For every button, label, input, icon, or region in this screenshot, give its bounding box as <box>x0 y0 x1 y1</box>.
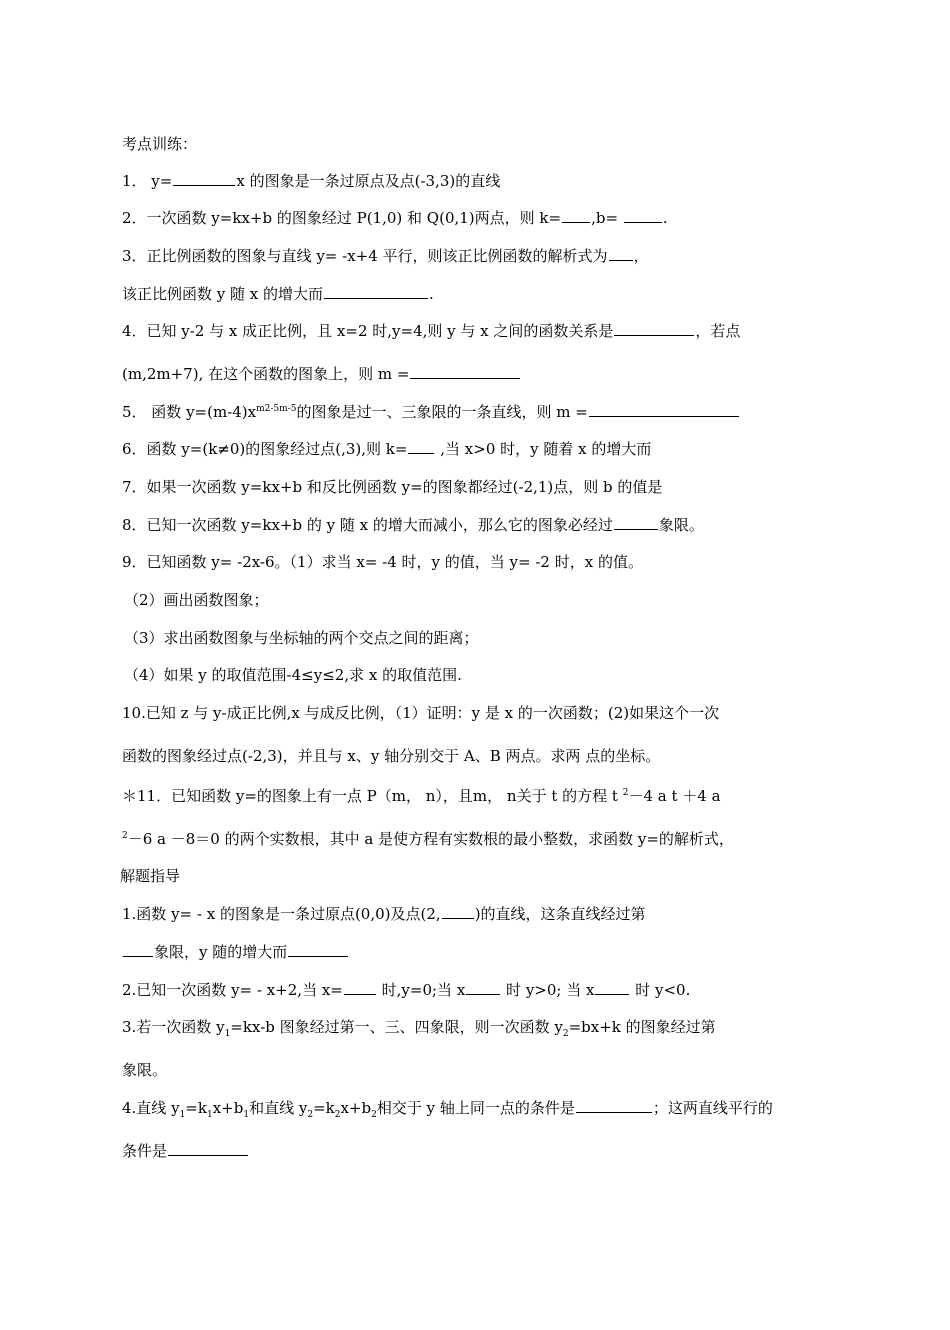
g3-text-a: 3.若一次函数 y <box>122 1018 225 1036</box>
question-2 <box>122 208 668 228</box>
guide-heading: 解题指导 <box>120 867 181 885</box>
q3-blank-2 <box>324 284 428 299</box>
question-6 <box>122 439 651 459</box>
question-5 <box>122 402 740 422</box>
q1-blank <box>173 171 235 186</box>
g3-sub-2: 2 <box>562 1029 569 1039</box>
g4-sub-2: 1 <box>206 1110 213 1120</box>
q5-text-b: 的图象是过一、三象限的一条直线，则 m = <box>296 403 588 421</box>
q5-text-a: 5． 函数 y=(m-4)x <box>122 403 257 421</box>
g2-blank-3 <box>595 980 629 995</box>
g2-blank-2 <box>466 980 500 995</box>
q8-blank <box>614 515 658 530</box>
q11-text-c: －6 a －8＝0 的两个实数根，其中 a 是使方程有实数根的最小整数，求函数 y=的解析式， <box>127 830 734 848</box>
q8-text-a: 8．已知一次函数 y=kx+b 的 y 随 x 的增大而减小，那么它的图象必经过 <box>122 516 613 534</box>
q5-blank <box>589 402 739 417</box>
q4-text-b: ，若点 <box>695 322 741 340</box>
g4-blank-1 <box>576 1098 652 1113</box>
g4-text-f: x+b <box>340 1099 372 1117</box>
section-heading: 考点训练： <box>122 135 198 153</box>
q4-blank-1 <box>614 321 694 336</box>
g2-text-d: 时 y<0. <box>630 981 691 999</box>
g4-text-b: =k <box>185 1099 207 1117</box>
guide-2 <box>122 980 690 1000</box>
q3-text-c: 该正比例函数 y 随 x 的增大而 <box>122 285 324 303</box>
guide-3-line-2: 象限。 <box>122 1061 168 1079</box>
g3-text-c: =bx+k 的图象经过第 <box>568 1018 716 1036</box>
g4-text-a: 4.直线 y <box>122 1099 180 1117</box>
question-10-line-2: 函数的图象经过点(-2,3)，并且与 x、y 轴分别交于 A、B 两点。求两 点的坐标。 <box>122 747 661 765</box>
question-9-line-2: （2）画出函数图象； <box>124 591 269 609</box>
question-9-line-1: 9．已知函数 y= -2x-6。（1）求当 x= -4 时，y 的值，当 y= -2 时，x 的值。 <box>122 553 643 571</box>
question-4-line-2 <box>122 364 521 384</box>
q5-exponent: m2-5m-5 <box>256 404 297 414</box>
g1-blank-1 <box>442 904 474 919</box>
question-11-line-2 <box>122 829 734 849</box>
q2-text-b: ,b= <box>591 209 623 227</box>
g1-text-a: 1.函数 y= - x 的图象是一条过原点(0,0)及点(2, <box>122 905 441 923</box>
g2-text-a: 2.已知一次函数 y= - x+2,当 x= <box>122 981 343 999</box>
q2-blank-k <box>562 208 590 223</box>
g3-sub-1: 1 <box>224 1029 231 1039</box>
q2-blank-b <box>624 208 662 223</box>
g4-sub-1: 1 <box>179 1110 186 1120</box>
g3-text-b: =kx-b 图象经过第一、三、四象限，则一次函数 y <box>230 1018 563 1036</box>
g4-sub-3: 1 <box>243 1110 250 1120</box>
q1-text-a: 1． y= <box>122 172 173 190</box>
guide-1-line-1 <box>122 904 646 924</box>
g4-text-h: ；这两直线平行的 <box>652 1099 773 1117</box>
q2-text-c: . <box>662 209 668 227</box>
q3-text-b: ， <box>633 247 649 265</box>
q4-blank-2 <box>410 364 520 379</box>
question-8 <box>122 515 704 535</box>
q3-blank-1 <box>609 246 633 261</box>
question-7: 7．如果一次函数 y=kx+b 和反比例函数 y=的图象都经过(-2,1)点，则 b 的值是 <box>122 478 663 496</box>
q1-text-b: x 的图象是一条过原点及点(-3,3)的直线 <box>236 172 501 190</box>
question-1 <box>122 171 500 191</box>
guide-4-line-1 <box>122 1098 773 1118</box>
q8-text-b: 象限。 <box>658 516 704 534</box>
g2-blank-1 <box>344 980 376 995</box>
q11-superscript-2: 2 <box>122 831 128 841</box>
g4-sub-5: 2 <box>334 1110 341 1120</box>
question-9-line-4: （4）如果 y 的取值范围-4≤y≤2,求 x 的取值范围. <box>124 666 462 684</box>
question-3-line-1 <box>122 246 649 266</box>
q11-superscript-1: 2 <box>622 788 629 798</box>
g4-text-d: 和直线 y <box>249 1099 308 1117</box>
question-4-line-1 <box>122 321 740 341</box>
g4-text-c: x+b <box>212 1099 244 1117</box>
g1-blank-2 <box>123 942 153 957</box>
g2-text-c: 时 y>0; 当 x <box>501 981 595 999</box>
g4-text-e: =k <box>313 1099 335 1117</box>
q4-text-a: 4．已知 y-2 与 x 成正比例，且 x=2 时,y=4,则 y 与 x 之间的函数关系是 <box>122 322 614 340</box>
g2-text-b: 时,y=0;当 x <box>376 981 466 999</box>
g4-text-i: 条件是 <box>122 1142 168 1160</box>
question-9-line-3: （3）求出函数图象与坐标轴的两个交点之间的距离； <box>124 629 479 647</box>
q4-text-c: (m,2m+7), 在这个函数的图象上，则 m = <box>122 365 410 383</box>
g4-blank-2 <box>168 1141 248 1156</box>
g1-blank-3 <box>288 942 348 957</box>
q11-text-b: －4 a t ＋4 a <box>628 787 721 805</box>
g1-text-c: 象限，y 随的增大而 <box>154 943 288 961</box>
q2-text-a: 2．一次函数 y=kx+b 的图象经过 P(1,0) 和 Q(0,1)两点，则 k= <box>122 209 562 227</box>
g1-text-b: )的直线，这条直线经过第 <box>474 905 646 923</box>
guide-3-line-1 <box>122 1017 716 1037</box>
q3-text-d: . <box>429 285 434 303</box>
question-3-line-2 <box>122 284 434 304</box>
q6-text-a: 6．函数 y=(k≠0)的图象经过点(,3),则 k= <box>122 440 408 458</box>
guide-4-line-2 <box>122 1141 249 1161</box>
q6-blank <box>408 439 434 454</box>
question-11-line-1 <box>122 786 721 806</box>
guide-1-line-2 <box>122 942 349 962</box>
q11-text-a: ＊11．已知函数 y=的图象上有一点 P（m， n），且m， n关于 t 的方程 t <box>122 787 623 805</box>
g4-sub-6: 2 <box>371 1110 377 1120</box>
q6-text-b: ,当 x>0 时，y 随着 x 的增大而 <box>435 440 652 458</box>
q3-text-a: 3．正比例函数的图象与直线 y= -x+4 平行，则该正比例函数的解析式为 <box>122 247 608 265</box>
g4-sub-4: 2 <box>307 1110 314 1120</box>
g4-text-g: 相交于 y 轴上同一点的条件是 <box>376 1099 575 1117</box>
question-10-line-1: 10.已知 z 与 y-成正比例,x 与成反比例，（1）证明：y 是 x 的一次函数；(2)如果这个一次 <box>122 704 720 722</box>
